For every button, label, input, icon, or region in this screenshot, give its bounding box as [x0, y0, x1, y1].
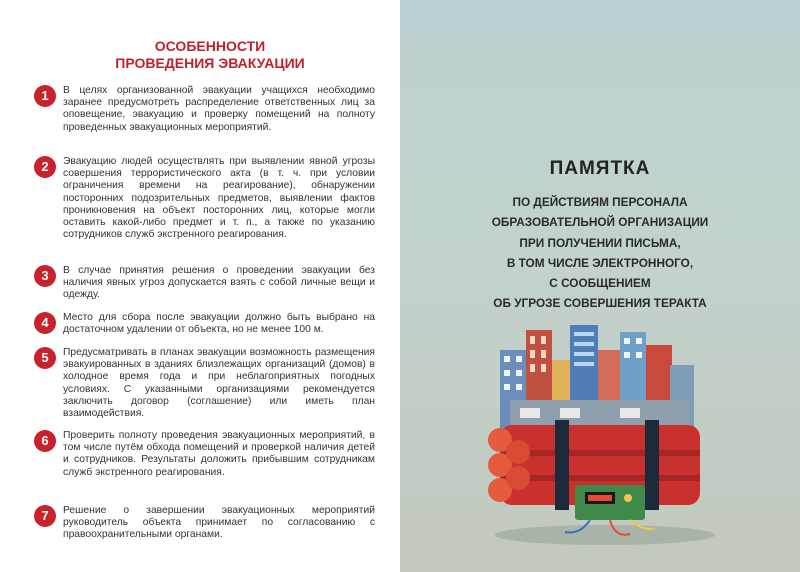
number-badge: 4	[34, 312, 56, 334]
list-item-text: Эвакуацию людей осуществлять при выявлении явной угрозы совершения террористического акта (в т. ч. при условии ограничения времени на реагирование), обнаружении посторонних подозрительных предметов, выявлении фактов проникновения на объект посторонних лиц, которые могли оставить какой-либо предмет и т. п., а также по указанию сотрудников служб экстренного реагирования.	[63, 156, 375, 241]
memo-title: ПАМЯТКА	[549, 158, 651, 179]
memo-subtitle-line: ПО ДЕЙСТВИЯМ ПЕРСОНАЛА	[512, 195, 688, 209]
memo-subtitle-line: ПРИ ПОЛУЧЕНИИ ПИСЬМА,	[519, 235, 681, 250]
section-title	[40, 38, 380, 72]
section-title-line2: ПРОВЕДЕНИЯ ЭВАКУАЦИИ	[115, 55, 305, 71]
memo-subtitle-line: В ТОМ ЧИСЛЕ ЭЛЕКТРОННОГО,	[506, 255, 694, 270]
section-title-line1: ОСОБЕННОСТИ	[154, 38, 266, 54]
list-item-text: Место для сбора после эвакуации должно быть выбрано на достаточном удалении от объекта, но не менее 100 м.	[63, 312, 375, 336]
list-item-text: Предусматривать в планах эвакуации возможность размещения эвакуированных в зданиях близлежащих организаций (домов) в холодное время года и при неблагоприятных погодных условиях. С указанными организациями рекомендуется заключить договор (соглашение) или иметь план взаимодействия.	[63, 347, 375, 420]
city-on-bomb-illustration	[480, 320, 720, 550]
number-badge: 1	[34, 85, 56, 107]
memo-subtitle-line: ОБ УГРОЗЕ СОВЕРШЕНИЯ ТЕРАКТА	[493, 296, 707, 311]
list-item-text: Решение о завершении эвакуационных мероприятий руководитель объекта принимает по согласованию с правоохранительными органами.	[63, 505, 375, 541]
right-panel	[400, 0, 800, 572]
number-badge: 7	[34, 505, 56, 527]
number-badge: 6	[34, 430, 56, 452]
number-badge: 2	[34, 156, 56, 178]
memo-subtitle-line: С СООБЩЕНИЕМ	[549, 276, 651, 291]
list-item-text: В случае принятия решения о проведении эвакуации без наличия явных угроз допускается взять с собой личные вещи и одежду.	[63, 265, 375, 301]
number-badge: 3	[34, 265, 56, 287]
number-badge: 5	[34, 347, 56, 369]
city-buildings-icon	[500, 325, 694, 430]
list-item-text: В целях организованной эвакуации учащихся необходимо заранее предусмотреть распределение ответственных лиц за оповещение, эвакуацию и проверку помещений на полноту проведенных эвакуационных мероприятий.	[63, 85, 375, 133]
list-item-text: Проверить полноту проведения эвакуационных мероприятий, в том числе путём обхода помещений и проверкой наличия детей и сотрудников. Результаты доложить прибывшим сотрудникам служб экстренного реагирования.	[63, 430, 375, 478]
memo-subtitle-line: ОБРАЗОВАТЕЛЬНОЙ ОРГАНИЗАЦИИ	[491, 215, 709, 230]
memo-subtitle	[400, 192, 800, 314]
